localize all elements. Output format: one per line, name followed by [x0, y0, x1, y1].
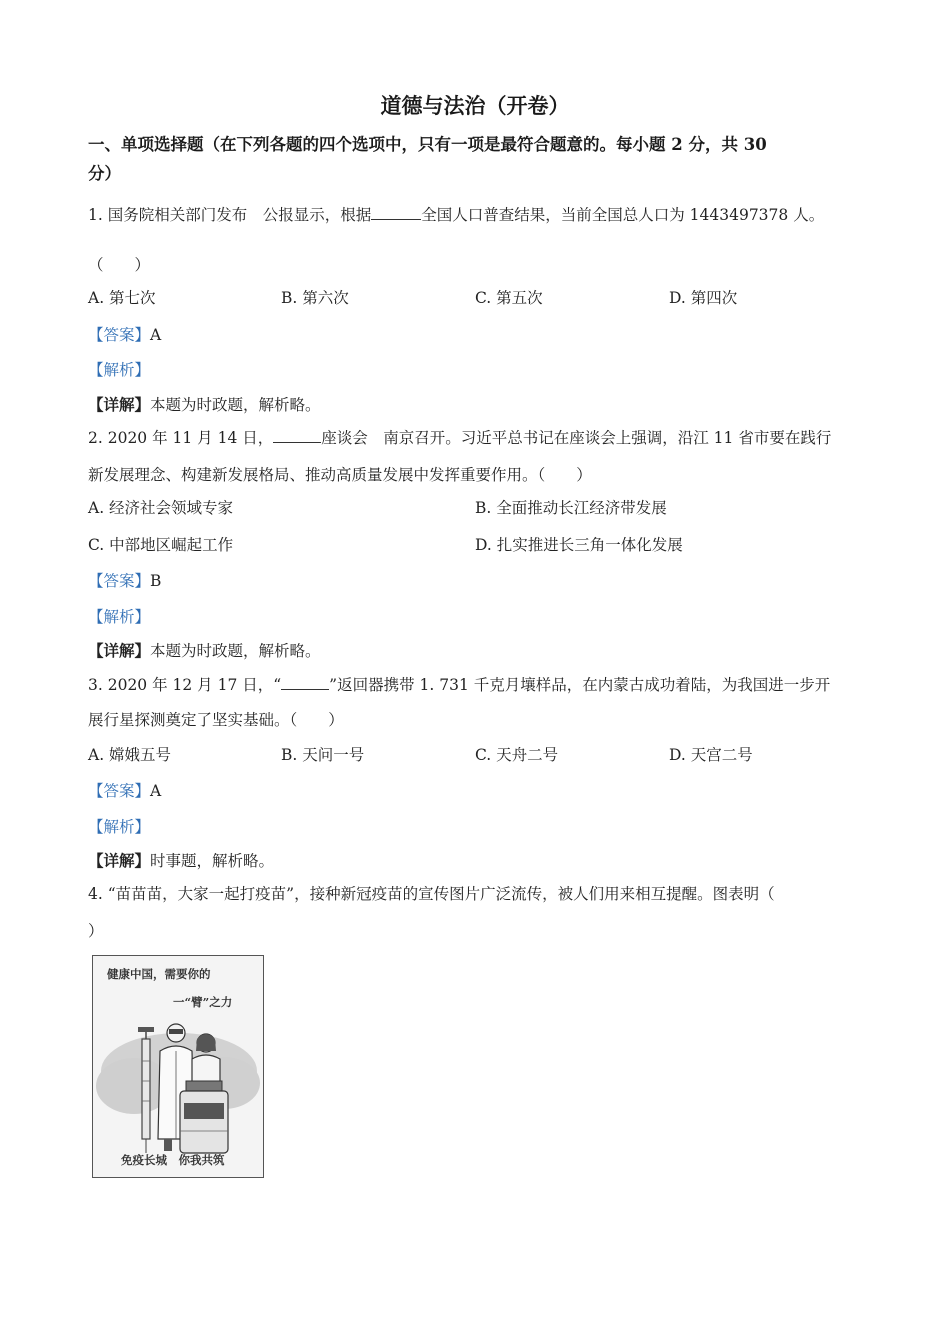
question-1-option-c: C. 第五次 [475, 289, 543, 307]
answer-blank [281, 675, 329, 690]
question-2-option-d: D. 扎实推进长三角一体化发展 [475, 536, 683, 554]
question-1-analysis-label: 【解析】 [88, 361, 151, 379]
question-2-option-b: B. 全面推动长江经济带发展 [475, 499, 667, 517]
question-3-option-b: B. 天问一号 [281, 746, 365, 764]
question-3-detail: 【详解】时事题，解析略。 [88, 851, 275, 870]
question-2-option-c: C. 中部地区崛起工作 [88, 536, 234, 554]
page-title: 道德与法治（开卷） [380, 93, 570, 118]
poster-text-line2: 一“臂”之力 [173, 995, 233, 1009]
question-4-stem: 4. “苗苗苗，大家一起打疫苗”，接种新冠疫苗的宣传图片广泛流传，被人们用来相互提醒。图表明（ [88, 885, 775, 903]
question-3-option-d: D. 天宫二号 [669, 746, 753, 764]
question-1-option-d: D. 第四次 [669, 289, 738, 307]
question-1-stem: 1. 国务院相关部门发布 公报显示，根据 全国人口普查结果，当前全国总人口为 1443497378 人。 [88, 206, 825, 224]
question-2-analysis-label: 【解析】 [88, 608, 151, 626]
question-2-detail: 【详解】本题为时政题，解析略。 [88, 641, 321, 660]
answer-blank [371, 205, 421, 220]
section-heading: 一、单项选择题（在下列各题的四个选项中，只有一项是最符合题意的。每小题 2 分，共 30 [88, 135, 767, 154]
question-1-option-a: A. 第七次 [88, 289, 156, 307]
question-3-answer: 【答案】A [88, 782, 162, 800]
question-3-option-c: C. 天舟二号 [475, 746, 559, 764]
doctors-illustration [94, 1011, 263, 1161]
question-3-analysis-label: 【解析】 [88, 818, 151, 836]
answer-blank [273, 428, 321, 443]
vaccine-poster-image [92, 955, 264, 1178]
question-3-option-a: A. 嫦娥五号 [88, 746, 172, 764]
question-3-stem: 3. 2020 年 12 月 17 日，“ ”返回器携带 1. 731 千克月壤样品，在内蒙古成功着陆，为我国进一步开 [88, 676, 831, 694]
section-heading-cont: 分） [88, 164, 121, 183]
question-4-stem-cont: ） [88, 922, 104, 940]
vaccine-bottle-icon [180, 1081, 228, 1153]
poster-text-line1: 健康中国，需要你的 [107, 967, 211, 981]
question-1-answer: 【答案】A [88, 326, 162, 344]
question-1-detail: 【详解】本题为时政题，解析略。 [88, 395, 321, 414]
poster-text-bottom: 免疫长城 你我共筑 [121, 1153, 225, 1167]
question-1-paren: （ ） [88, 256, 151, 274]
question-2-stem-cont: 新发展理念、构建新发展格局、推动高质量发展中发挥重要作用。（ ） [88, 466, 592, 484]
question-1-option-b: B. 第六次 [281, 289, 349, 307]
question-2-stem: 2. 2020 年 11 月 14 日， 座谈会 南京召开。习近平总书记在座谈会上强调，沿江 11 省市要在践行 [88, 429, 832, 447]
question-2-option-a: A. 经济社会领域专家 [88, 499, 234, 517]
question-2-answer: 【答案】B [88, 572, 162, 590]
question-3-stem-cont: 展行星探测奠定了坚实基础。（ ） [88, 711, 344, 729]
